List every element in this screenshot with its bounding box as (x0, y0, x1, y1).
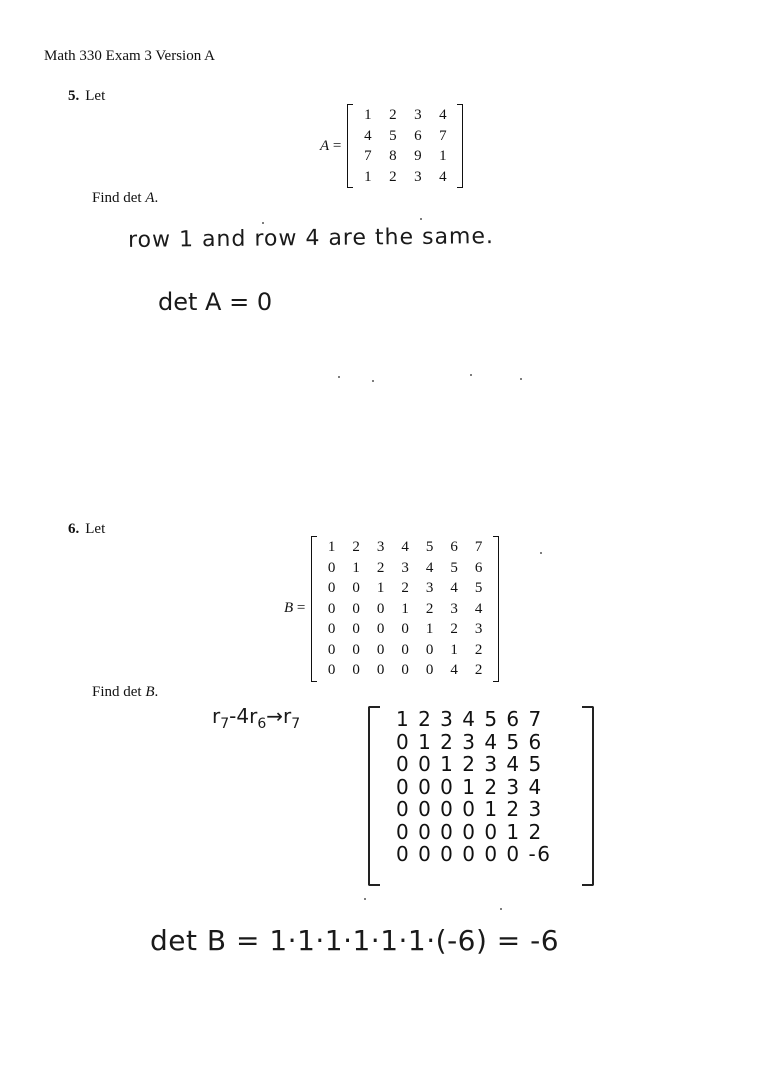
matrix-b-entry: 0 (376, 600, 385, 617)
handwritten-matrix-row: 0 0 1 2 3 4 5 (396, 752, 543, 776)
matrix-a-entry: 7 (364, 148, 372, 164)
matrix-a-entry: 2 (389, 168, 397, 185)
matrix-b-entry: 2 (401, 580, 409, 596)
matrix-a-label: A = (320, 137, 342, 154)
matrix-b-entry: 3 (376, 539, 385, 555)
question-6-heading (68, 521, 105, 538)
matrix-a-entry: 3 (414, 168, 422, 185)
matrix-a-entry: 9 (414, 148, 422, 164)
handwritten-reduced-matrix (368, 706, 594, 886)
matrix-b-entry: 2 (474, 662, 483, 678)
matrix-b-entry: 6 (474, 559, 483, 576)
matrix-b-entry: 0 (401, 662, 409, 678)
question-5-heading (68, 88, 105, 105)
handwritten-row-operation: $r_7-4r_6\to r_7$ (212, 704, 301, 732)
matrix-b-entry: 2 (425, 600, 434, 617)
matrix-b-entry: 0 (327, 580, 336, 596)
matrix-b-entry: 2 (376, 559, 385, 576)
matrix-b-entry: 1 (401, 600, 409, 617)
matrix-b-entry: 5 (450, 559, 458, 576)
matrix-b-entry: 2 (474, 641, 483, 658)
matrix-b-entry: 4 (450, 662, 458, 678)
question-6-let: Let (85, 521, 106, 537)
matrix-b-entry: 2 (450, 621, 458, 637)
matrix-b-entry: 1 (376, 580, 385, 596)
matrix-b-entry: 0 (352, 662, 360, 678)
matrix-a-entry: 7 (439, 127, 447, 144)
matrix-b-entry: 0 (327, 559, 336, 576)
handwritten-answer-6: det B = 1·1·1·1·1·1·(-6) = -6 (150, 924, 560, 957)
matrix-b-right-bracket (493, 536, 499, 682)
scan-speck (520, 378, 522, 380)
question-6-number: 6. (68, 521, 80, 537)
scan-speck (420, 218, 422, 220)
scan-speck (364, 898, 366, 900)
matrix-b-entry: 0 (327, 641, 336, 658)
matrix-b-entry: 4 (474, 600, 483, 617)
handwritten-matrix-row: 0 1 2 3 4 5 6 (396, 729, 543, 754)
scan-speck (540, 552, 542, 554)
matrix-b-entry: 0 (352, 600, 360, 617)
matrix-a-right-bracket (457, 104, 463, 188)
matrix-b (284, 536, 499, 682)
matrix-b-entry: 0 (376, 641, 385, 658)
matrix-a-entry: 5 (389, 127, 397, 144)
matrix-b-entry: 3 (425, 580, 434, 596)
matrix-a-entry: 4 (439, 168, 447, 185)
matrix-b-entry: 3 (401, 559, 409, 576)
handwritten-matrix-row: 0 0 0 0 0 0 -6 (396, 842, 552, 866)
matrix-a-entry: 6 (414, 127, 422, 144)
matrix-b-entry: 1 (450, 641, 458, 658)
handwritten-left-bracket (368, 706, 380, 886)
matrix-b-entry: 5 (474, 580, 483, 596)
exam-header: Math 330 Exam 3 Version A (44, 48, 215, 64)
matrix-a-entries (353, 104, 457, 188)
matrix-b-entry: 1 (327, 539, 336, 555)
matrix-b-entry: 0 (327, 621, 336, 637)
matrix-b-entry: 4 (425, 559, 434, 576)
matrix-a-entry: 1 (364, 168, 372, 185)
matrix-a-entry: 4 (364, 127, 372, 144)
handwritten-matrix-row: 0 0 0 1 2 3 4 (396, 774, 543, 799)
question-5-number: 5. (68, 88, 80, 104)
matrix-b-entry: 5 (425, 539, 434, 555)
matrix-a-entry: 8 (389, 148, 397, 164)
handwritten-matrix-row: 1 2 3 4 5 6 7 (396, 707, 543, 731)
matrix-b-entry: 0 (425, 641, 434, 658)
matrix-b-entry: 0 (327, 662, 336, 678)
scan-speck (262, 222, 264, 224)
handwritten-right-bracket (582, 706, 594, 886)
matrix-b-entry: 2 (352, 539, 360, 555)
matrix-b-entry: 7 (474, 539, 483, 555)
matrix-b-entry: 1 (352, 559, 360, 576)
matrix-b-entry: 0 (352, 580, 360, 596)
scan-speck (372, 380, 374, 382)
matrix-b-entry: 0 (376, 662, 385, 678)
handwritten-matrix-rows (396, 708, 551, 866)
handwritten-answer-5-reason: row 1 and row 4 are the same. (127, 224, 495, 253)
question-5-prompt: Find det A. (92, 190, 159, 206)
question-6-prompt: Find det B. (92, 684, 159, 700)
matrix-b-entry: 1 (425, 621, 434, 637)
matrix-a-entry: 1 (439, 148, 447, 164)
handwritten-matrix-row: 0 0 0 0 1 2 3 (396, 797, 543, 821)
matrix-b-entry: 0 (327, 600, 336, 617)
question-5-let: Let (85, 88, 106, 104)
scan-speck (470, 374, 472, 376)
matrix-a-entry: 3 (414, 107, 422, 123)
scan-speck (338, 376, 340, 378)
matrix-b-entry: 0 (401, 641, 409, 658)
matrix-b-entry: 0 (401, 621, 409, 637)
matrix-b-entry: 6 (450, 539, 458, 555)
matrix-a-entry: 1 (364, 107, 372, 123)
matrix-b-entry: 3 (450, 600, 458, 617)
matrix-b-entry: 0 (352, 641, 360, 658)
matrix-b-label: B = (284, 600, 306, 617)
handwritten-matrix-row: 0 0 0 0 0 1 2 (396, 819, 543, 844)
matrix-b-entry: 4 (401, 539, 409, 555)
matrix-a-entry: 2 (389, 107, 397, 123)
matrix-b-entry: 0 (352, 621, 360, 637)
matrix-a-entry: 4 (439, 107, 447, 123)
matrix-b-entry: 4 (450, 580, 458, 596)
matrix-b-entries (317, 536, 493, 682)
handwritten-answer-5-result: det A = 0 (158, 288, 273, 316)
scan-speck (500, 908, 502, 910)
matrix-b-entry: 3 (474, 621, 483, 637)
matrix-a (320, 104, 463, 188)
matrix-b-entry: 0 (425, 662, 434, 678)
matrix-b-entry: 0 (376, 621, 385, 637)
